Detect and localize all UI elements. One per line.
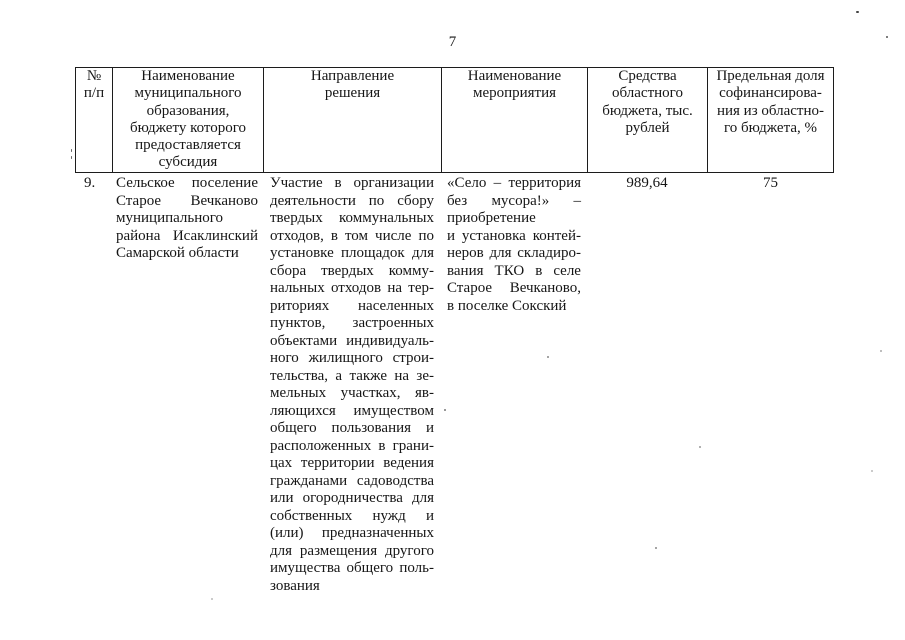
direction-line: объектами индивидуаль- <box>270 332 434 349</box>
direction-line: цах территории ведения <box>270 455 434 471</box>
header-direction <box>263 68 441 172</box>
header-cofinancing-share-line: софинансирова- <box>719 85 822 102</box>
header-number-line: № <box>86 68 102 84</box>
direction-line: ляющихся имуществом <box>270 402 434 419</box>
header-municipality-line: бюджету которого <box>129 119 247 136</box>
direction-cell <box>263 175 441 595</box>
header-measure-line: Наименование <box>467 68 562 84</box>
direction-line: отходов, в том числе по <box>270 227 434 244</box>
table-header-row <box>75 67 834 173</box>
header-municipality <box>112 68 263 172</box>
direction-line: или огородничества для <box>270 490 434 506</box>
header-number <box>75 68 112 172</box>
header-municipality-line: образования, <box>146 102 230 119</box>
scan-speck <box>444 409 446 411</box>
scan-speck <box>880 350 882 352</box>
direction-line: общего пользования и <box>270 420 434 436</box>
header-cofinancing-share-line: ния из областно- <box>716 102 825 119</box>
header-cofinancing-share <box>707 68 834 172</box>
direction-line: тельства, а также на зе- <box>270 367 434 384</box>
header-municipality-line: Наименование <box>141 68 235 84</box>
header-regional-budget <box>587 68 707 172</box>
header-number-line: п/п <box>83 85 105 102</box>
direction-line: пунктов, застроенных <box>270 315 434 331</box>
measure-line: в поселке Сокский <box>447 297 567 314</box>
direction-line: зования <box>270 577 320 594</box>
header-measure <box>441 68 587 172</box>
direction-line: риториях населенных <box>270 297 434 314</box>
municipality-line: Самарской области <box>116 245 239 261</box>
direction-line: мельных участках, яв- <box>270 385 434 401</box>
scan-speck <box>699 446 701 448</box>
direction-line: ного жилищного строи- <box>270 350 434 366</box>
header-municipality-line: предоставляется <box>135 137 241 154</box>
header-measure-line: мероприятия <box>472 85 557 102</box>
measure-line: без мусора!» – <box>447 192 581 209</box>
scan-speck <box>71 156 72 159</box>
cofinancing-share-value: 75 <box>763 175 778 191</box>
direction-line: сбора твердых комму- <box>270 262 434 279</box>
municipality-line: Сельское поселение <box>116 175 258 191</box>
municipality-line: муниципального <box>116 210 224 226</box>
scan-speck <box>547 356 549 358</box>
header-regional-budget-line: бюджета, тыс. <box>602 102 693 119</box>
scan-speck <box>655 547 657 549</box>
direction-line: гражданами садоводства <box>270 472 434 489</box>
municipality-cell <box>112 175 263 595</box>
direction-line: для размещения другого <box>270 542 434 559</box>
scan-speck <box>871 470 873 472</box>
scan-speck <box>211 598 213 600</box>
measure-line: Старое Вечканово, <box>447 280 581 296</box>
page-number: 7 <box>448 34 457 50</box>
municipality-line: района Исаклинский <box>116 227 258 244</box>
header-municipality-line: субсидия <box>158 154 218 171</box>
scan-speck <box>71 149 72 152</box>
municipality-line: Старое Вечканово <box>116 192 258 209</box>
direction-line: (или) предназначенных <box>270 525 434 541</box>
subsidy-table <box>75 67 834 595</box>
direction-line: твердых коммунальных <box>270 210 434 226</box>
direction-line: имущества общего поль- <box>270 560 434 576</box>
scan-speck <box>856 11 859 13</box>
header-regional-budget-line: рублей <box>625 119 670 136</box>
regional-budget-value: 989,64 <box>626 175 668 191</box>
measure-line: и установка контей- <box>447 227 581 244</box>
direction-line: нальных отходов на тер- <box>270 280 434 296</box>
measure-line: вания ТКО в селе <box>447 262 581 279</box>
header-regional-budget-line: Средства <box>618 68 677 84</box>
header-direction-line: Направление <box>310 68 395 84</box>
direction-line: расположенных в грани- <box>270 437 434 454</box>
table-row <box>75 173 834 595</box>
direction-line: собственных нужд и <box>270 507 434 524</box>
measure-cell <box>441 175 587 595</box>
direction-line: установке площадок для <box>270 245 434 261</box>
direction-line: Участие в организации <box>270 175 434 191</box>
direction-line: деятельности по сбору <box>270 192 434 209</box>
measure-line: приобретение <box>447 210 536 226</box>
header-direction-line: решения <box>324 85 381 102</box>
header-cofinancing-share-line: го бюджета, % <box>724 119 817 136</box>
measure-line: «Село – территория <box>447 175 581 191</box>
header-municipality-line: муниципального <box>134 85 242 102</box>
header-regional-budget-line: областного <box>612 85 683 102</box>
scan-speck <box>886 36 888 38</box>
measure-line: неров для складиро- <box>447 245 581 261</box>
row-number: 9. <box>84 175 96 191</box>
header-cofinancing-share-line: Предельная доля <box>716 68 825 84</box>
